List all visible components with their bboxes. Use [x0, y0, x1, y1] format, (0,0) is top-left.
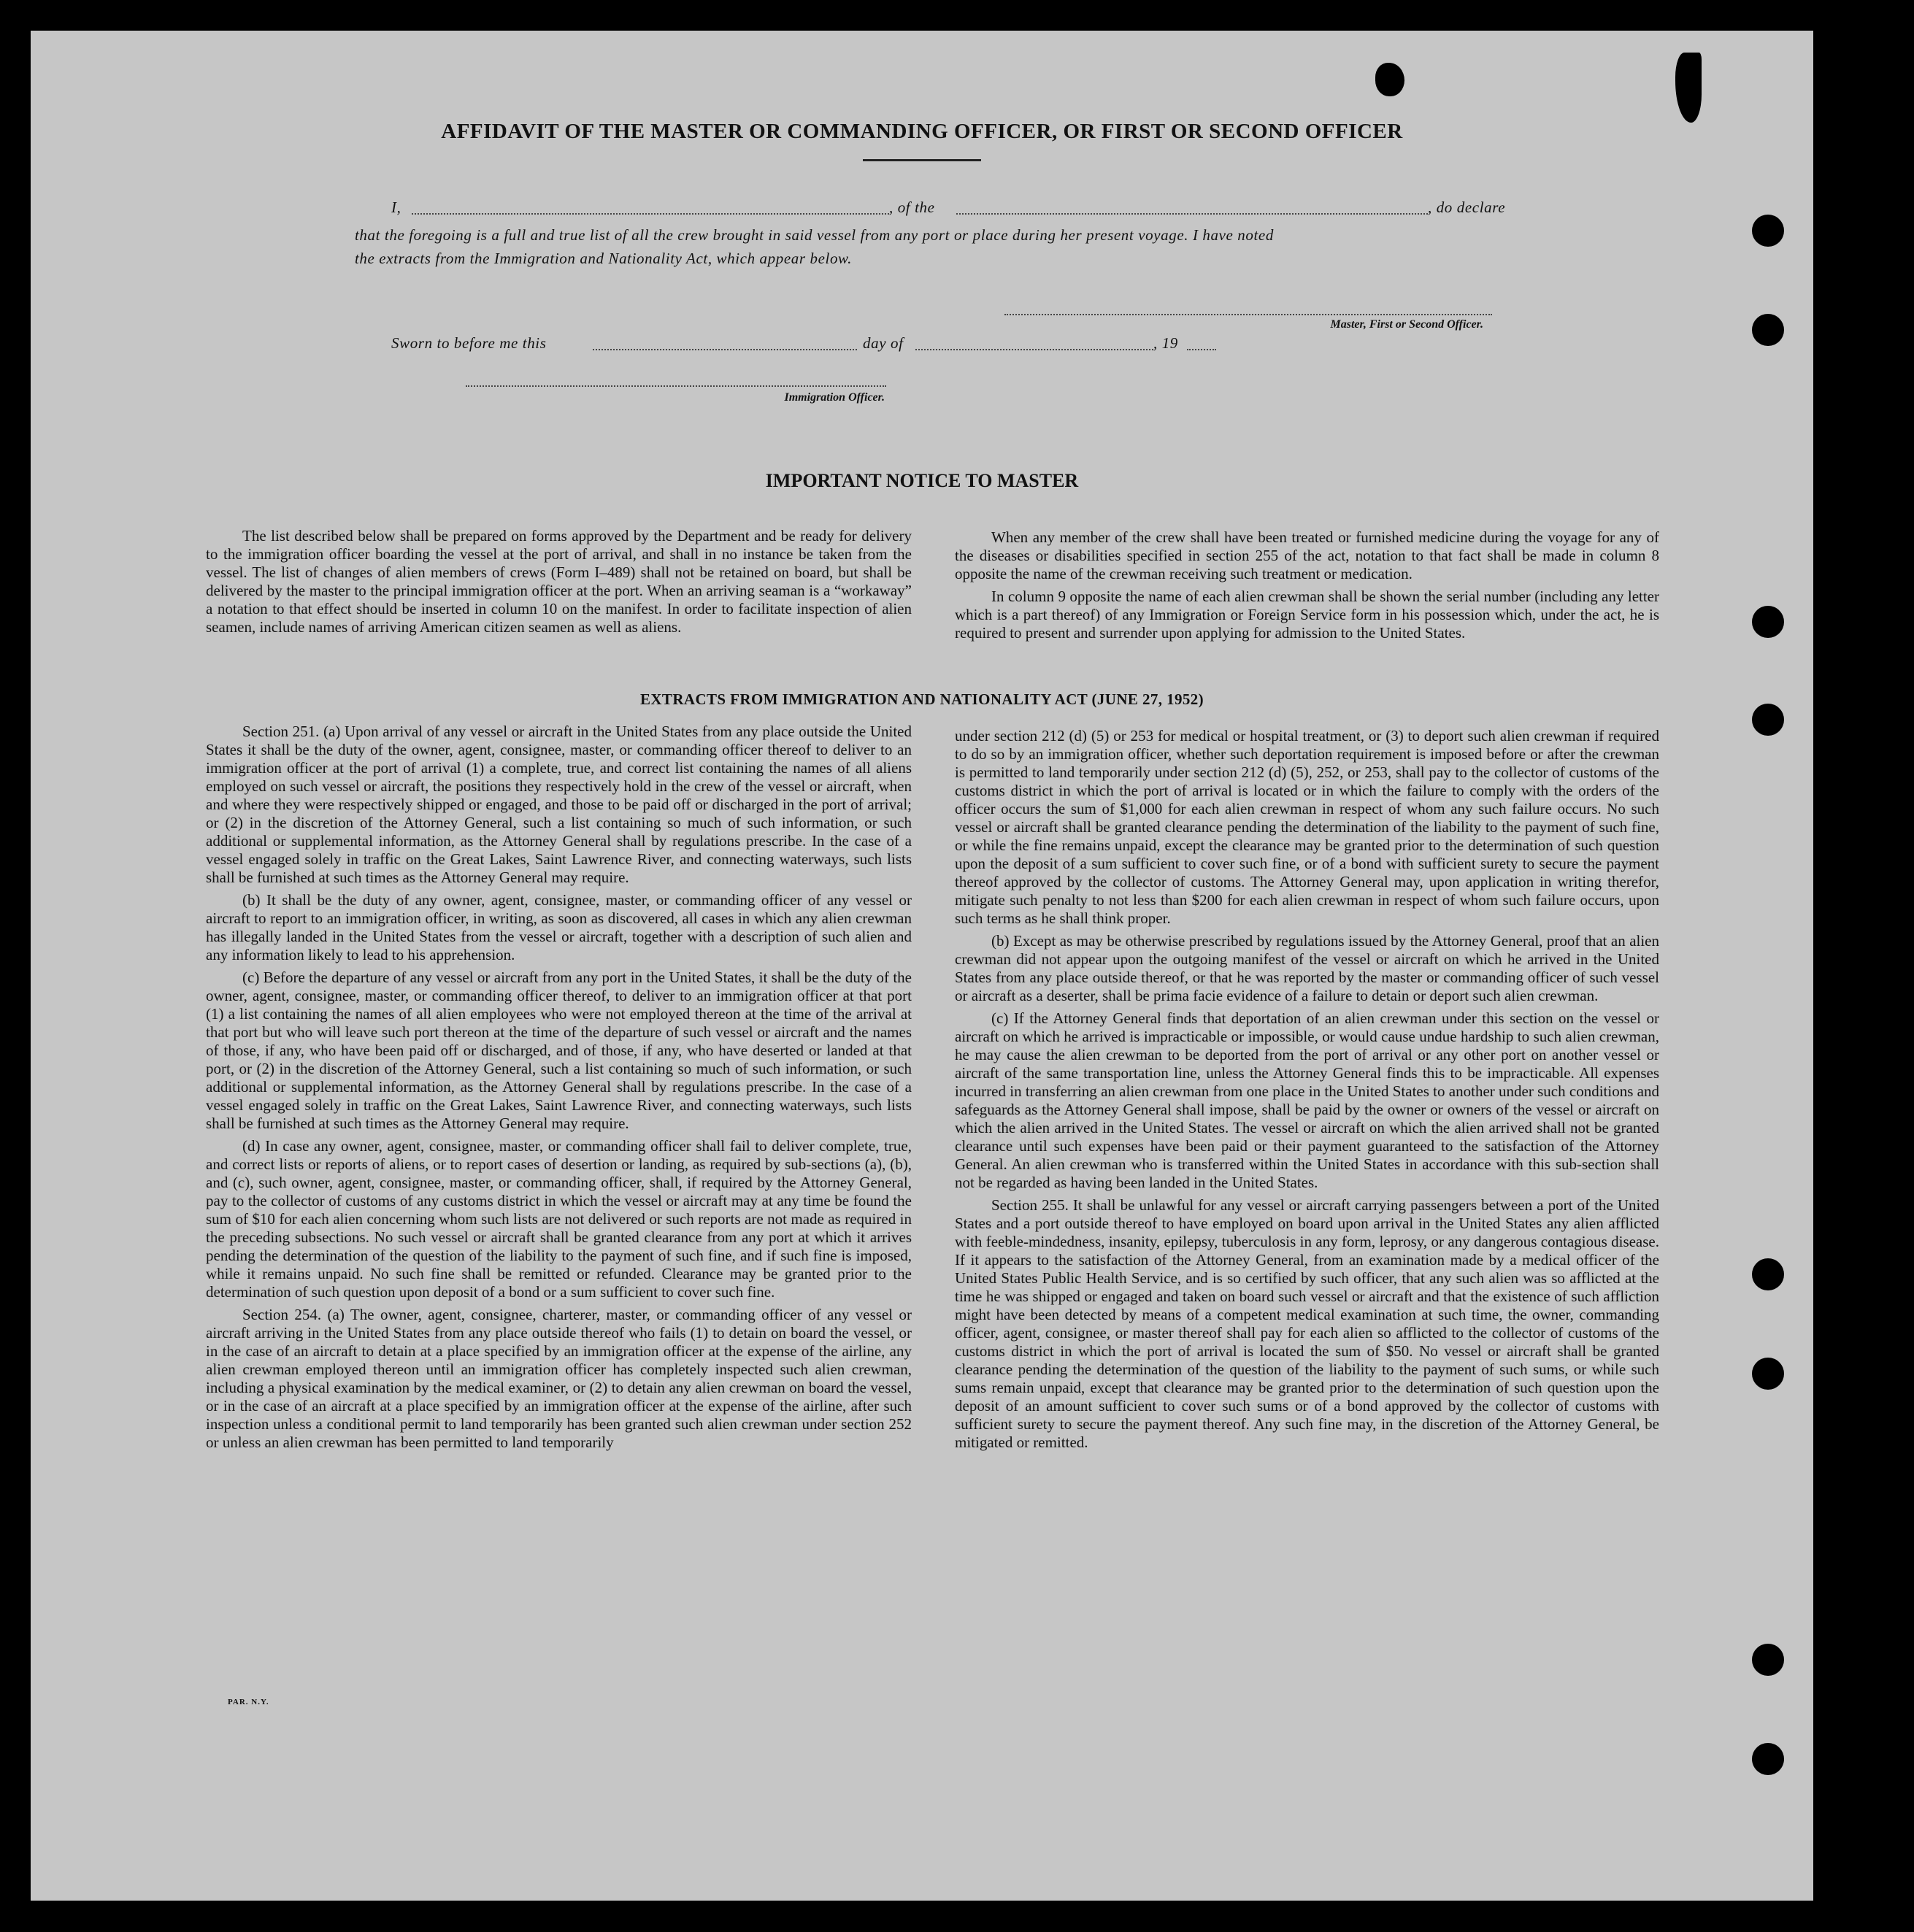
punch-hole: [1752, 314, 1784, 346]
notice-paragraph: When any member of the crew shall have been treated or furnished medicine during the voyage for any of the diseases or disabilities specified in section 255 of the act, notation to that fact shall be made in column 8 opposite the name of the crewman receiving such treatment or medication.: [955, 528, 1659, 582]
section-254-b: (b) Except as may be otherwise prescribed by regulations issued by the Attorney General, proof that an alien crewman did not appear upon the outgoing manifest of the vessel or aircraft on which he arrived in the United States from any place outside thereof, or that he was reported by the master or commanding officer of such vessel or aircraft as a deserter, shall be prima facie evidence of a failure to detain or deport such alien crewman.: [955, 932, 1659, 1004]
sworn-year: , 19: [1153, 334, 1178, 352]
sworn-day-of: day of: [863, 334, 904, 352]
section-251-d: (d) In case any owner, agent, consignee, master, or commanding officer shall fail to deliver complete, true, and correct lists or reports of aliens, or to report cases of desertion or landing, as required by sub-sections (a), (b), and (c), such owner, agent, consignee, master, or commanding officer, shall, if required by the Attorney General, pay to the collector of customs of any customs district in which the vessel or aircraft may at any time be found the sum of $10 for each alien concerning whom such lists are not delivered or such reports are not made as required in the preceding subsections. No such vessel or aircraft shall be granted clearance from any port at which it arrives pending the determination of the question of the liability to the payment of such fine, and if such fine is imposed, while it remains unpaid. No such fine shall be remitted or refunded. Clearance may be granted prior to the determination of such question upon deposit of a bond or a sum sufficient to cover such fine.: [206, 1137, 912, 1301]
punch-hole: [1752, 215, 1784, 247]
section-251-a: Section 251. (a) Upon arrival of any vessel or aircraft in the United States from any place outside the United States it shall be the duty of the owner, agent, consignee, master, or commanding officer thereof to deliver to an immigration officer at the port of arrival (1) a complete, true, and correct list containing the names of all aliens employed on such vessel or aircraft, the positions they respectively hold in the crew of the vessel or aircraft, when and where they were respectively shipped or engaged, and those to be paid off or discharged in the port of arrival; or (2) in the discretion of the Attorney General, such a list containing so much of such information, or such additional or supplemental information, as the Attorney General shall by regulations prescribe. In the case of a vessel engaged solely in traffic on the Great Lakes, Saint Lawrence River, and connecting waterways, such lists shall be furnished at such times as the Attorney General may require.: [206, 723, 912, 886]
punch-hole: [1752, 1258, 1784, 1290]
declaration-do-declare: , do declare: [1428, 199, 1506, 216]
section-251-b: (b) It shall be the duty of any owner, agent, consignee, master, or commanding officer of any vessel or aircraft to report to an immigration officer, in writing, as soon as discovered, all cases in which any alien crewman has illegally landed in the United States from the vessel or aircraft, together with a description of such alien and any information likely to lead to his apprehension.: [206, 891, 912, 963]
extracts-right-column: [955, 727, 1659, 1456]
master-signature-line[interactable]: [1004, 314, 1492, 315]
extracts-left-column: [206, 723, 912, 1456]
punch-hole: [1752, 1358, 1784, 1390]
master-signature-caption: Master, First or Second Officer.: [1330, 318, 1483, 331]
extracts-title: EXTRACTS FROM IMMIGRATION AND NATIONALITY ACT (JUNE 27, 1952): [639, 690, 1204, 708]
section-251-c: (c) Before the departure of any vessel or aircraft from any port in the United States, it shall be the duty of the owner, agent, consignee, master, or commanding officer thereof, to deliver to an immigration officer at that port (1) a list containing the names of all alien employees who were not employed thereon at the time of the arrival at that port but who will leave such port thereon at the time of the departure of such vessel or aircraft and the names of those, if any, who have been paid off or discharged, and of those, if any, who have deserted or landed at that port, or (2) in the discretion of the Attorney General, such a list containing so much of such information, or such additional or supplemental information, as the Attorney General shall by regulations prescribe. In the case of a vessel engaged solely in traffic on the Great Lakes, Saint Lawrence River, and connecting waterways, such lists shall be furnished at such times as the Attorney General may require.: [206, 969, 912, 1132]
section-254-a-continued: under section 212 (d) (5) or 253 for medical or hospital treatment, or (3) to deport such alien crewman if required to do so by an immigration officer, whether such deportation requirement is imposed before or after the crewman is permitted to land temporarily under section 212 (d) (5), 252, or 253, shall pay to the collector of customs of the customs district in which the port of arrival is located or in which the failure to comply with the orders of the officer occurs the sum of $1,000 for each alien crewman in respect of whom any such failure occurs. No such vessel or aircraft shall be granted clearance pending the determination of the liability to the payment of such fine, or while the fine remains unpaid, except the clearance may be granted prior to the determination of such question upon the deposit of a sum sufficient to cover such fine, or of a bond with sufficient surety to secure the payment thereof approved by the collector of customs. The Attorney General may, upon application in writing therefor, mitigate such penalty to not less than $200 for each alien crewman in respect of whom such failure occurs, upon such terms as he shall think proper.: [955, 727, 1659, 927]
immigration-officer-caption: Immigration Officer.: [784, 391, 885, 404]
vessel-blank[interactable]: [956, 213, 1428, 215]
form-page: [31, 31, 1813, 1901]
punch-hole: [1752, 1743, 1784, 1775]
notice-title: IMPORTANT NOTICE TO MASTER: [765, 470, 1079, 491]
punch-hole: [1752, 1644, 1784, 1676]
declaration-line-3: the extracts from the Immigration and Nationality Act, which appear below.: [355, 250, 852, 267]
torn-corner: [1675, 53, 1702, 123]
notice-left-column: [206, 527, 912, 641]
ink-blot: [1375, 63, 1404, 96]
name-blank[interactable]: [412, 213, 889, 215]
affidavit-title: AFFIDAVIT OF THE MASTER OR COMMANDING OFFICER, OR FIRST OR SECOND OFFICER: [441, 120, 1403, 143]
declaration-i: I,: [391, 199, 401, 216]
notice-paragraph: The list described below shall be prepared on forms approved by the Department and be ready for delivery to the immigration officer boarding the vessel at the port of arrival, and shall in no instance be taken from the vessel. The list of changes of alien members of crews (Form I–489) shall not be retained on board, but shall be delivered by the master to the principal immigration officer at the port. When an arriving seaman is a “workaway” a notation to that effect should be inserted in column 10 on the manifest. In order to facilitate inspection of alien seamen, include names of arriving American citizen seamen as well as aliens.: [206, 527, 912, 636]
declaration-of-the: , of the: [889, 199, 935, 216]
printer-imprint: PAR. N.Y.: [228, 1698, 269, 1706]
section-254-c: (c) If the Attorney General finds that deportation of an alien crewman under this section on the vessel or aircraft on which he arrived is impracticable or impossible, or would cause undue hardship to such alien crewman, he may cause the alien crewman to be deported from the port of arrival or any other port on another vessel or aircraft of the same transportation line, unless the Attorney General finds this to be impracticable. All expenses incurred in transferring an alien crewman from one place in the United States to another under such conditions and safeguards as the Attorney General shall impose, shall be paid by the owner or owners of the vessel or aircraft on which the alien arrived in the United States. The vessel or aircraft on which the alien arrived shall not be granted clearance until such expenses have been paid or their payment guaranteed to the satisfaction of the Attorney General. An alien crewman who is transferred within the United States in accordance with this sub-section shall not be regarded as having been landed in the United States.: [955, 1009, 1659, 1191]
section-255: Section 255. It shall be unlawful for any vessel or aircraft carrying passengers between a port of the United States and a port outside thereof to have employed on board upon arrival in the United States any alien afflicted with feeble-mindedness, insanity, epilepsy, tuberculosis in any form, leprosy, or any dangerous contagious disease. If it appears to the satisfaction of the Attorney General, from an examination made by a medical officer of the United States Public Health Service, and is so certified by such officer, that any such alien was so afflicted at the time he was shipped or engaged and taken on board such vessel or aircraft and that the existence of such affliction might have been detected by means of a competent medical examination at such time, the owner, commanding officer, agent, consignee, or master thereof shall pay for each alien so afflicted to the collector of customs of the customs district in which the port of arrival is located the sum of $50. No vessel or aircraft shall be granted clearance pending the determination of the question of the liability to the payment of such sums, or while such sums remain unpaid, except that clearance may be granted prior to the determination of such question upon the deposit of an amount sufficient to cover such sums or of a bond approved by the collector of customs with sufficient surety to secure the payment thereof. Any such fine may, in the discretion of the Attorney General, be mitigated or remitted.: [955, 1196, 1659, 1451]
immigration-officer-signature-line[interactable]: [466, 385, 886, 387]
notice-right-column: [955, 528, 1659, 647]
section-254-a: Section 254. (a) The owner, agent, consignee, charterer, master, or commanding officer of any vessel or aircraft arriving in the United States from any place outside thereof who fails (1) to detain on board the vessel, or in the case of an aircraft to detain at a place specified by an immigration officer at the expense of the airline, any alien crewman employed thereon until an immigration officer has completely inspected such alien crewman, including a physical examination by the medical examiner, or (2) to detain any alien crewman on board the vessel, or in the case of an aircraft at a place specified by an immigration officer at the expense of the airline, after such inspection unless a conditional permit to land temporarily has been granted such alien crewman under section 252 or unless an alien crewman has been permitted to land temporarily: [206, 1306, 912, 1451]
sworn-text: Sworn to before me this: [391, 334, 547, 352]
sworn-day-blank[interactable]: [593, 349, 857, 350]
sworn-year-blank[interactable]: [1187, 349, 1216, 350]
declaration-line-2: that the foregoing is a full and true list of all the crew brought in said vessel from any port or place during her present voyage. I have noted: [355, 226, 1274, 244]
sworn-month-blank[interactable]: [915, 349, 1153, 350]
punch-hole: [1752, 606, 1784, 638]
title-rule: [863, 159, 981, 161]
notice-paragraph: In column 9 opposite the name of each alien crewman shall be shown the serial number (including any letter which is a part thereof) of any Immigration or Foreign Service form in his possession which, under the act, he is required to present and surrender upon applying for admission to the United States.: [955, 588, 1659, 642]
